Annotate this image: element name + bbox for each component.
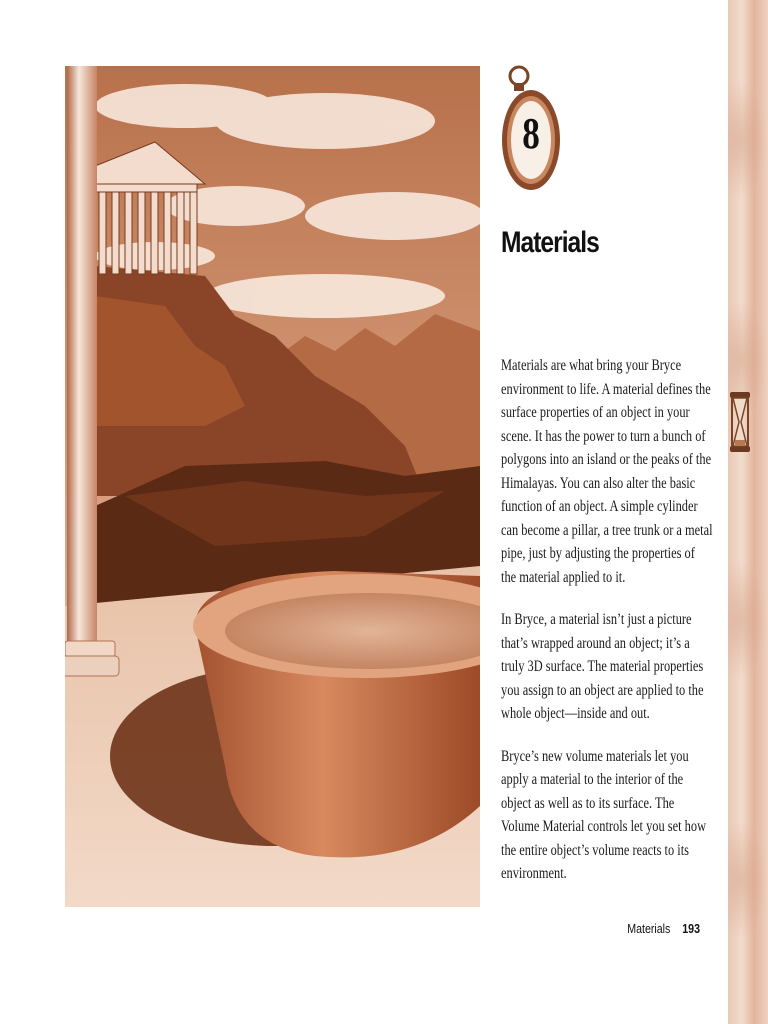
- page-number: 193: [682, 922, 700, 936]
- page-footer: [581, 922, 700, 936]
- chapter-stopwatch-badge: [500, 64, 562, 194]
- chapter-title: Materials: [501, 226, 599, 259]
- chapter-intro-text: [501, 354, 713, 905]
- chapter-number: 8: [522, 109, 540, 158]
- paragraph: Materials are what bring your Bryce environment to life. A material defines the surface properties of an object in your scene. It has the power to turn a bunch of polygons into an island or the peaks of the Himalayas. You can also alter the basic function of an object. A simple cylinder can become a pillar, a tree trunk or a metal pipe, just by adjusting the properties of the material applied to it.: [501, 357, 713, 586]
- paragraph: Bryce’s new volume materials let you apply a material to the interior of the object as well as to its surface. The Volume Material controls let you set how the entire object’s volume reacts to its environment.: [501, 747, 707, 882]
- hourglass-icon: [729, 390, 751, 456]
- paragraph: In Bryce, a material isn’t just a picture that’s wrapped around an object; it’s a truly 3D surface. The material properties you assign to an object are applied to the whole object—inside and out.: [501, 611, 704, 722]
- footer-section-name: Materials: [627, 922, 671, 936]
- page-edge-decoration: [728, 0, 768, 1024]
- chapter-illustration: [65, 66, 480, 907]
